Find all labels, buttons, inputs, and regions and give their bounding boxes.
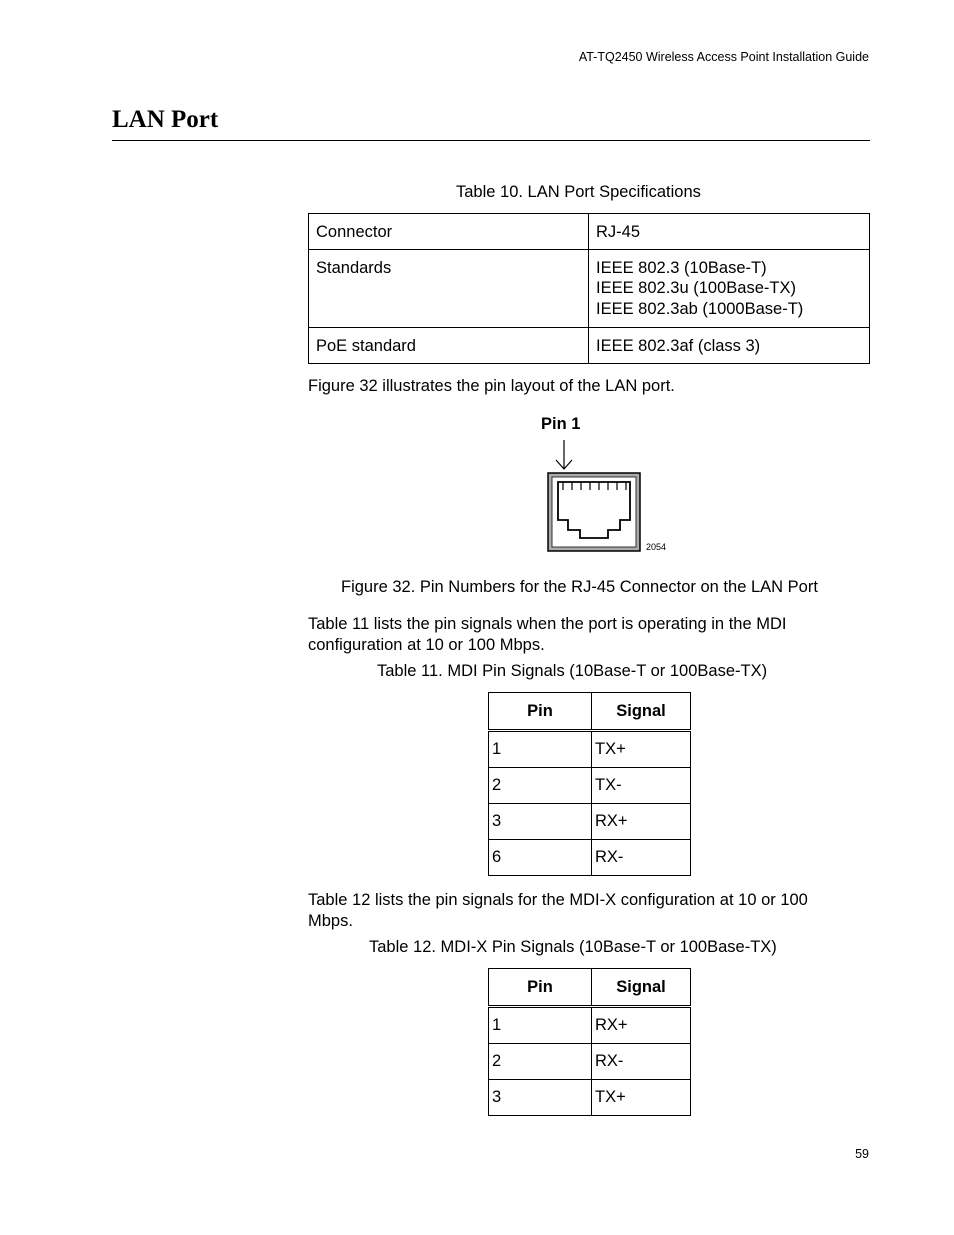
table-row — [489, 731, 691, 768]
table-row — [309, 214, 870, 250]
column-header-pin: Pin — [489, 969, 592, 1007]
mdi-x-pin-table — [488, 968, 691, 1116]
spec-label: Connector — [309, 214, 589, 250]
spec-value-line: IEEE 802.3u (100Base-TX) — [596, 279, 796, 297]
column-header-signal: Signal — [592, 693, 691, 731]
spec-value-line: IEEE 802.3af (class 3) — [596, 337, 761, 355]
table-row — [489, 768, 691, 804]
pin-cell: 1 — [489, 1007, 592, 1044]
table-row — [489, 1007, 691, 1044]
table-row — [309, 249, 870, 328]
table-row — [489, 840, 691, 876]
signal-cell: TX+ — [592, 731, 691, 768]
pin1-label: Pin 1 — [541, 415, 581, 433]
figure32-caption: Figure 32. Pin Numbers for the RJ-45 Connector on the LAN Port — [341, 578, 818, 596]
signal-cell: RX- — [592, 840, 691, 876]
spec-value-line: IEEE 802.3 (10Base-T) — [596, 258, 767, 277]
spec-value — [589, 328, 870, 364]
pin-cell: 6 — [489, 840, 592, 876]
table-header-row — [489, 969, 691, 1007]
rj45-connector-diagram — [540, 438, 650, 558]
section-title: LAN Port — [112, 106, 219, 133]
table-row — [489, 1080, 691, 1116]
spec-label: PoE standard — [309, 328, 589, 364]
spec-value-line: RJ-45 — [596, 223, 641, 241]
spec-value-line: IEEE 802.3ab (1000Base-T) — [596, 299, 804, 318]
signal-cell: RX+ — [592, 1007, 691, 1044]
signal-cell: TX+ — [592, 1080, 691, 1116]
pin-cell: 2 — [489, 768, 592, 804]
paragraph-figure32-intro: Figure 32 illustrates the pin layout of the LAN port. — [308, 377, 675, 395]
signal-cell: RX+ — [592, 804, 691, 840]
table11-caption: Table 11. MDI Pin Signals (10Base-T or 100Base-TX) — [377, 662, 768, 680]
paragraph-table12-intro: Table 12 lists the pin signals for the MDI-X configuration at 10 or 100 Mbps. — [308, 891, 808, 930]
running-header: AT-TQ2450 Wireless Access Point Installation Guide — [578, 50, 869, 64]
rj45-jack-icon — [548, 473, 640, 551]
figure-id: 2054 — [646, 542, 667, 552]
pin-cell: 3 — [489, 804, 592, 840]
table-row — [309, 328, 870, 364]
table10-caption: Table 10. LAN Port Specifications — [456, 183, 701, 201]
column-header-signal: Signal — [592, 969, 691, 1007]
page-number: 59 — [855, 1147, 869, 1161]
pin1-arrow — [556, 440, 572, 469]
title-rule — [112, 140, 870, 141]
table-row — [489, 804, 691, 840]
spec-label: Standards — [309, 249, 589, 328]
paragraph-table11-intro: Table 11 lists the pin signals when the port is operating in the MDI configuration at 10 or 100 Mbps. — [308, 615, 787, 654]
table12-caption: Table 12. MDI-X Pin Signals (10Base-T or 100Base-TX) — [369, 938, 777, 956]
pin-cell: 3 — [489, 1080, 592, 1116]
spec-value — [589, 214, 870, 250]
pin-cell: 1 — [489, 731, 592, 768]
pin-cell: 2 — [489, 1044, 592, 1080]
spec-value — [589, 249, 870, 328]
signal-cell: RX- — [592, 1044, 691, 1080]
column-header-pin: Pin — [489, 693, 592, 731]
table-header-row — [489, 693, 691, 731]
signal-cell: TX- — [592, 768, 691, 804]
mdi-pin-table — [488, 692, 691, 876]
lan-port-spec-table — [308, 213, 870, 364]
table-row — [489, 1044, 691, 1080]
